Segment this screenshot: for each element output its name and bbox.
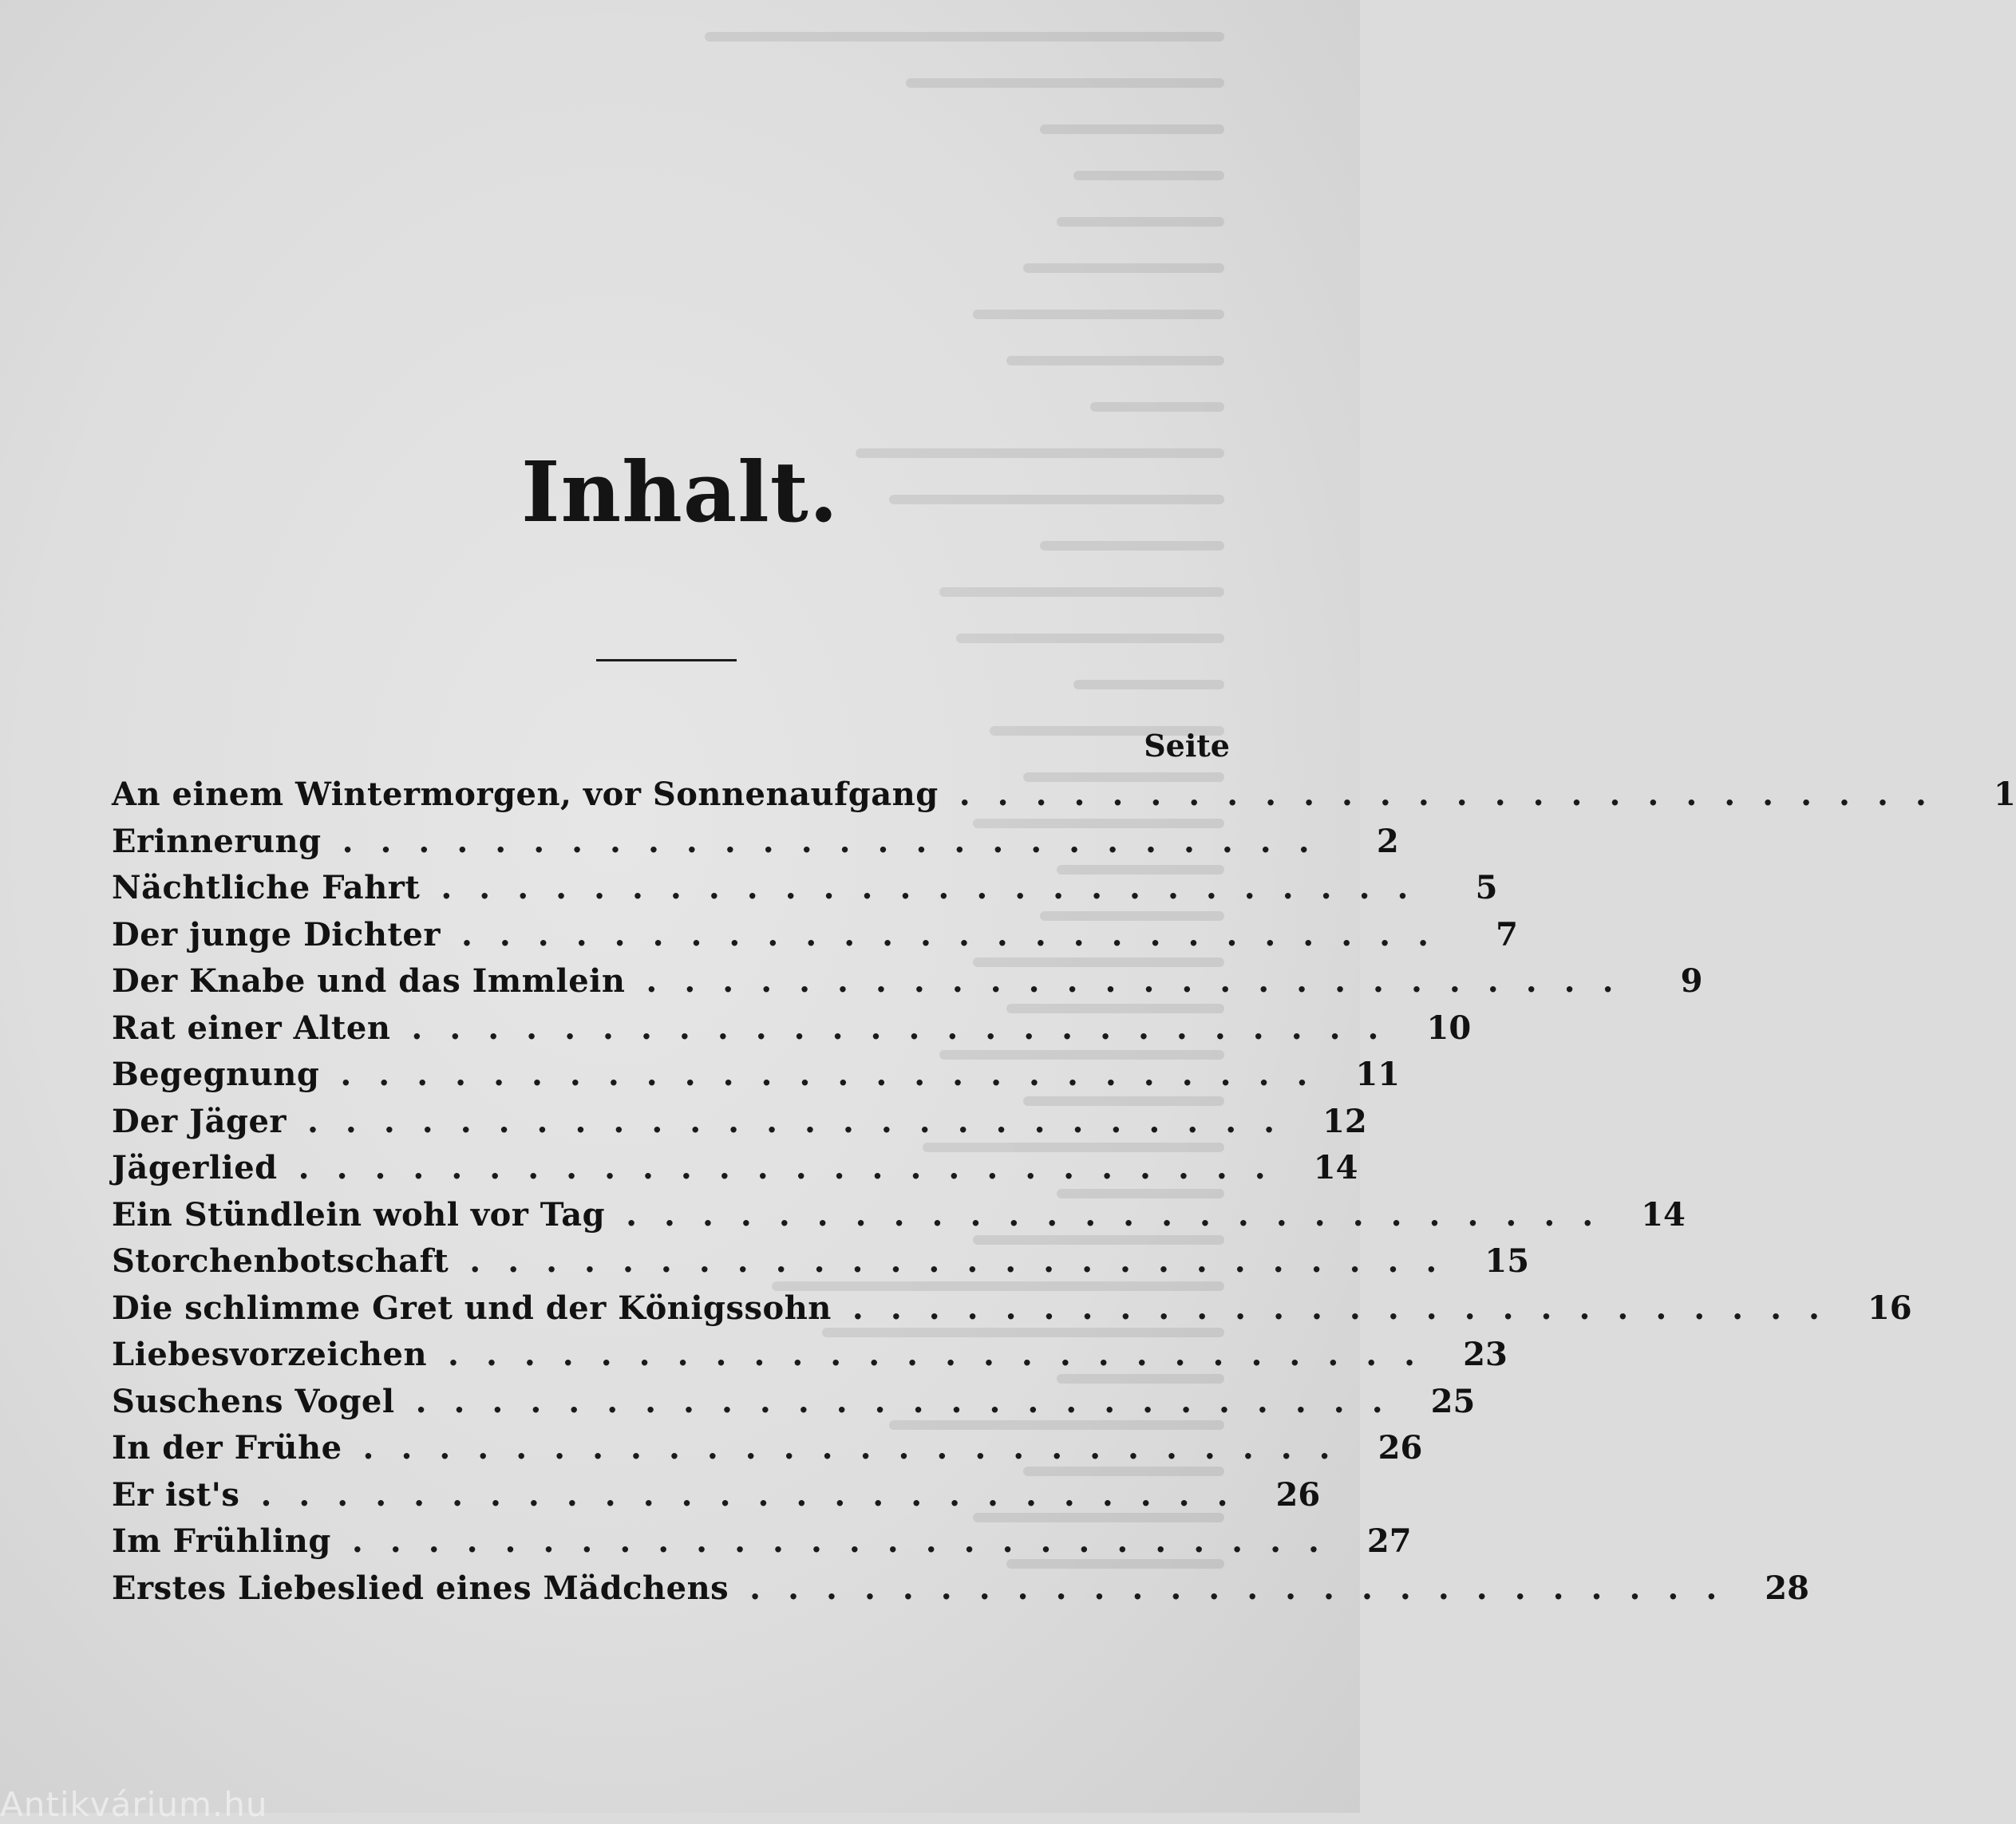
toc-entry: [112, 1336, 1508, 1383]
toc-entry-title: Liebesvorzeichen: [112, 1336, 428, 1373]
toc-entry-title: Suschens Vogel: [112, 1382, 395, 1420]
page-column-label: Seite: [1144, 728, 1230, 764]
toc-entry-page: 25: [1430, 1382, 1476, 1420]
toc-entry-page: 9: [1680, 962, 1703, 1000]
dot-leader: ..........................: [852, 1289, 1847, 1327]
toc-entry-title: An einem Wintermorgen, vor Sonnenaufgang: [112, 776, 939, 813]
toc-entry: [112, 1056, 1401, 1103]
toc-entry-title: Begegnung: [112, 1056, 320, 1093]
toc-entry: [112, 1195, 1686, 1243]
title-divider: [596, 659, 737, 661]
dot-leader: ..........................: [461, 915, 1457, 953]
toc-entry: [112, 1569, 1809, 1617]
toc-entry: [112, 1522, 1412, 1569]
dot-leader: ..........................: [469, 1242, 1465, 1280]
toc-entry: [112, 1102, 1367, 1150]
toc-entry-page: 16: [1867, 1289, 1912, 1327]
toc-entry-page: 10: [1426, 1009, 1472, 1047]
dot-leader: ..........................: [749, 1569, 1745, 1607]
toc-entry-title: Die schlimme Gret und der Königssohn: [112, 1289, 832, 1327]
dot-leader: ..........................: [342, 822, 1337, 860]
toc-entry-page: 11: [1355, 1056, 1401, 1093]
dot-leader: ..........................: [351, 1522, 1346, 1560]
toc-entry-page: 5: [1475, 869, 1498, 906]
toc-entry-page: 26: [1275, 1475, 1321, 1514]
toc-entry-title: Ein Stündlein wohl vor Tag: [112, 1195, 606, 1234]
toc-entry-title: Rat einer Alten: [112, 1009, 391, 1047]
toc-entry: [112, 1009, 1472, 1056]
toc-entry: [112, 1382, 1476, 1430]
toc-entry: [112, 869, 1498, 916]
toc-entry-title: Erstes Liebeslied eines Mädchens: [112, 1569, 729, 1607]
toc-entry-page: 1: [1993, 776, 2016, 813]
toc-entry-title: Erinnerung: [112, 822, 322, 860]
toc-entry-title: Er ist's: [112, 1475, 240, 1514]
toc-entry-page: 15: [1484, 1242, 1530, 1280]
toc-entry: [112, 1289, 1912, 1336]
toc-entry-title: Der Jäger: [112, 1102, 287, 1140]
toc-entry-page: 23: [1463, 1336, 1508, 1373]
page-title: Inhalt.: [520, 443, 839, 541]
toc-entry: [112, 1429, 1423, 1476]
toc-entry-title: Der Knabe und das Immlein: [112, 962, 626, 1000]
dot-leader: ..........................: [298, 1149, 1293, 1186]
dot-leader: ..........................: [415, 1382, 1410, 1420]
dot-leader: ..........................: [362, 1429, 1358, 1467]
dot-leader: ..........................: [306, 1102, 1302, 1140]
toc-entry: [112, 822, 1399, 870]
toc-entry-title: Der junge Dichter: [112, 915, 441, 953]
dot-leader: ..........................: [448, 1336, 1443, 1373]
dot-leader: ..........................: [646, 962, 1641, 1000]
toc-entry: [112, 1242, 1530, 1289]
toc-entry-title: Jägerlied: [112, 1149, 278, 1186]
dot-leader: ..........................: [260, 1475, 1255, 1514]
dot-leader: ..........................: [441, 869, 1436, 906]
dot-leader: ..........................: [959, 776, 1954, 813]
dot-leader: ..........................: [626, 1195, 1621, 1234]
toc-entry-page: 2: [1376, 822, 1399, 860]
toc-entry: [112, 1475, 1321, 1523]
toc-entry: [112, 776, 2016, 823]
toc-entry-page: 26: [1378, 1429, 1423, 1467]
watermark: Antikvárium.hu: [0, 1785, 268, 1824]
toc-entry-page: 28: [1765, 1569, 1809, 1607]
table-of-contents: [112, 776, 2016, 1616]
toc-entry-title: Storchenbotschaft: [112, 1242, 449, 1280]
toc-entry-page: 14: [1313, 1149, 1358, 1186]
toc-entry-title: Im Frühling: [112, 1522, 331, 1560]
toc-entry-page: 14: [1641, 1195, 1686, 1234]
dot-leader: ..........................: [411, 1009, 1406, 1047]
dot-leader: ..........................: [340, 1056, 1335, 1093]
toc-entry: [112, 915, 1519, 963]
toc-entry: [112, 962, 1703, 1009]
toc-entry-page: 27: [1366, 1522, 1412, 1560]
toc-entry-title: Nächtliche Fahrt: [112, 869, 421, 906]
toc-entry-title: In der Frühe: [112, 1429, 342, 1467]
toc-entry-page: 7: [1496, 915, 1519, 953]
toc-entry-page: 12: [1322, 1102, 1367, 1140]
toc-entry: [112, 1149, 1358, 1196]
